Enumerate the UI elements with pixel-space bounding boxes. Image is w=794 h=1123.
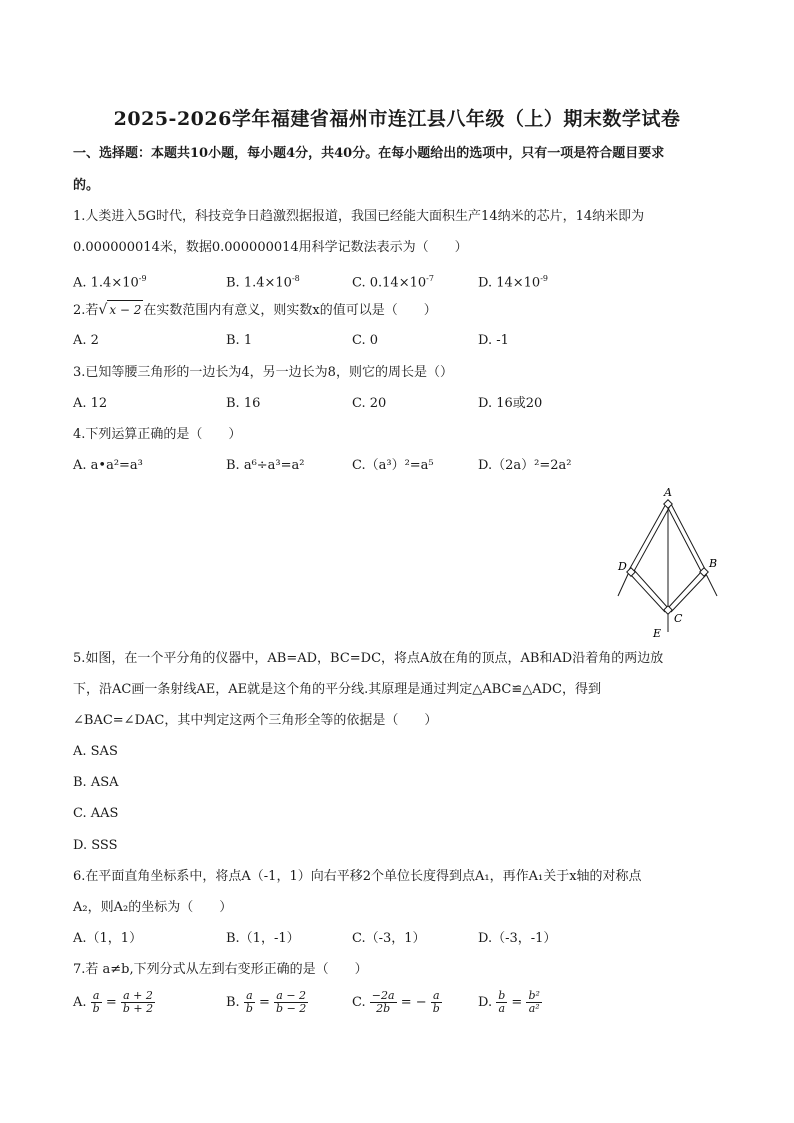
q3-stem: 3.已知等腰三角形的一边长为4，另一边长为8，则它的周长是（） xyxy=(73,365,453,380)
section-header-line-1: 一、选择题：本题共10小题，每小题4分，共40分。在每小题给出的选项中，只有一项是符合题目要求 xyxy=(73,146,665,161)
pivot-c xyxy=(664,606,672,614)
q2-option-d: D. -1 xyxy=(478,333,509,348)
q4-option-c: C.（a³）²=a⁵ xyxy=(352,458,434,473)
q6-option-a: A.（1，1） xyxy=(73,931,143,946)
q5-stem-line-1: 5.如图，在一个平分角的仪器中，AB=AD，BC=DC，将点A放在角的顶点，AB和AD沿着角的两边放 xyxy=(73,651,664,666)
q6-option-d: D.（-3，-1） xyxy=(478,931,557,946)
q5-option-d: D. SSS xyxy=(73,838,118,853)
rod-bc-inner xyxy=(668,571,702,608)
q1-option-d: D. $14\times 10^{-9}$ xyxy=(478,274,548,291)
label-b: B xyxy=(709,557,718,570)
q7-option-b: B. $\frac{a}{b}$ = $\frac{a - 2}{b - 2}$ xyxy=(226,989,307,1015)
q7-option-c: C. $\frac{-2a}{2b}$ = − $\frac{a}{b}$ xyxy=(352,989,440,1015)
q5-figure xyxy=(610,484,725,644)
label-a: A xyxy=(664,486,672,499)
q1-stem-line-1: 1.人类进入5G时代，科技竞争日趋激烈据报道，我国已经能大面积生产14纳米的芯片，14纳米即为 xyxy=(73,209,645,224)
q2-radical: x − 2 xyxy=(107,300,143,319)
q6-stem-line-2: A₂，则A₂的坐标为（ ） xyxy=(73,900,233,915)
rod-ab-inner xyxy=(667,506,702,573)
pivot-a xyxy=(664,500,672,508)
q7-option-d: D. $\frac{b}{a}$ = $\frac{\text{b²}}{\text{a²}}$ xyxy=(478,989,540,1015)
q1-option-b: B. $1.4\times 10^{-8}$ xyxy=(226,274,300,291)
rod-dc-inner xyxy=(634,570,668,608)
q2-stem: 2.若√ x − 2 在实数范围内有意义，则实数x的值可以是（ ） xyxy=(73,302,437,318)
angle-side-right xyxy=(705,572,717,596)
q2-option-a: A. 2 xyxy=(73,333,99,348)
q5-option-c: C. AAS xyxy=(73,806,119,821)
q5-stem-line-2: 下，沿AC画一条射线AE，AE就是这个角的平分线.其原理是通过判定△ABC≌△ADC，得到 xyxy=(73,682,601,697)
q1-option-a: A. $1.4\times 10^{-9}$ xyxy=(73,274,147,291)
label-e: E xyxy=(653,627,662,640)
q1-stem-line-2: 0.000000014米，数据0.000000014用科学记数法表示为（ ） xyxy=(73,240,468,255)
q2-option-c: C. 0 xyxy=(352,333,379,348)
q3-option-a: A. 12 xyxy=(73,396,108,411)
q4-option-d: D.（2a）²=2a² xyxy=(478,458,572,473)
q3-option-d: D. 16或20 xyxy=(478,396,543,411)
q6-option-b: B.（1，-1） xyxy=(226,931,300,946)
label-d: D xyxy=(618,560,627,573)
q6-stem-line-1: 6.在平面直角坐标系中，将点A（-1，1）向右平移2个单位长度得到点A₁，再作A₁关于x轴的对称点 xyxy=(73,869,642,884)
label-c: C xyxy=(674,612,683,625)
q4-stem: 4.下列运算正确的是（ ） xyxy=(73,427,242,442)
page-title: 2025-2026学年福建省福州市连江县八年级（上）期末数学试卷 xyxy=(113,108,681,130)
q5-option-b: B. ASA xyxy=(73,775,119,790)
section-header-line-2: 的。 xyxy=(73,178,100,193)
rod-ad-outer xyxy=(629,502,667,570)
q3-option-c: C. 20 xyxy=(352,396,387,411)
q2-option-b: B. 1 xyxy=(226,333,253,348)
q7-option-a: A. $\frac{a}{b}$ = $\frac{a + 2}{b + 2}$ xyxy=(73,989,154,1015)
q4-option-a: A. a•a²=a³ xyxy=(73,458,143,473)
rod-ad-inner xyxy=(633,506,670,573)
q3-option-b: B. 16 xyxy=(226,396,261,411)
rod-dc-outer xyxy=(630,574,665,612)
q5-stem-line-3: ∠BAC=∠DAC，其中判定这两个三角形全等的依据是（ ） xyxy=(73,713,438,728)
q5-option-a: A. SAS xyxy=(73,744,118,759)
rod-bc-outer xyxy=(671,575,706,612)
q1-option-c: C. $0.14\times 10^{-7}$ xyxy=(352,274,434,291)
q6-option-c: C.（-3，1） xyxy=(352,931,426,946)
rod-ab-outer xyxy=(670,502,706,571)
q4-option-b: B. a⁶÷a³=a² xyxy=(226,458,305,473)
angle-side-left xyxy=(618,572,629,596)
q7-stem: 7.若 a≠b,下列分式从左到右变形正确的是（ ） xyxy=(73,962,368,977)
